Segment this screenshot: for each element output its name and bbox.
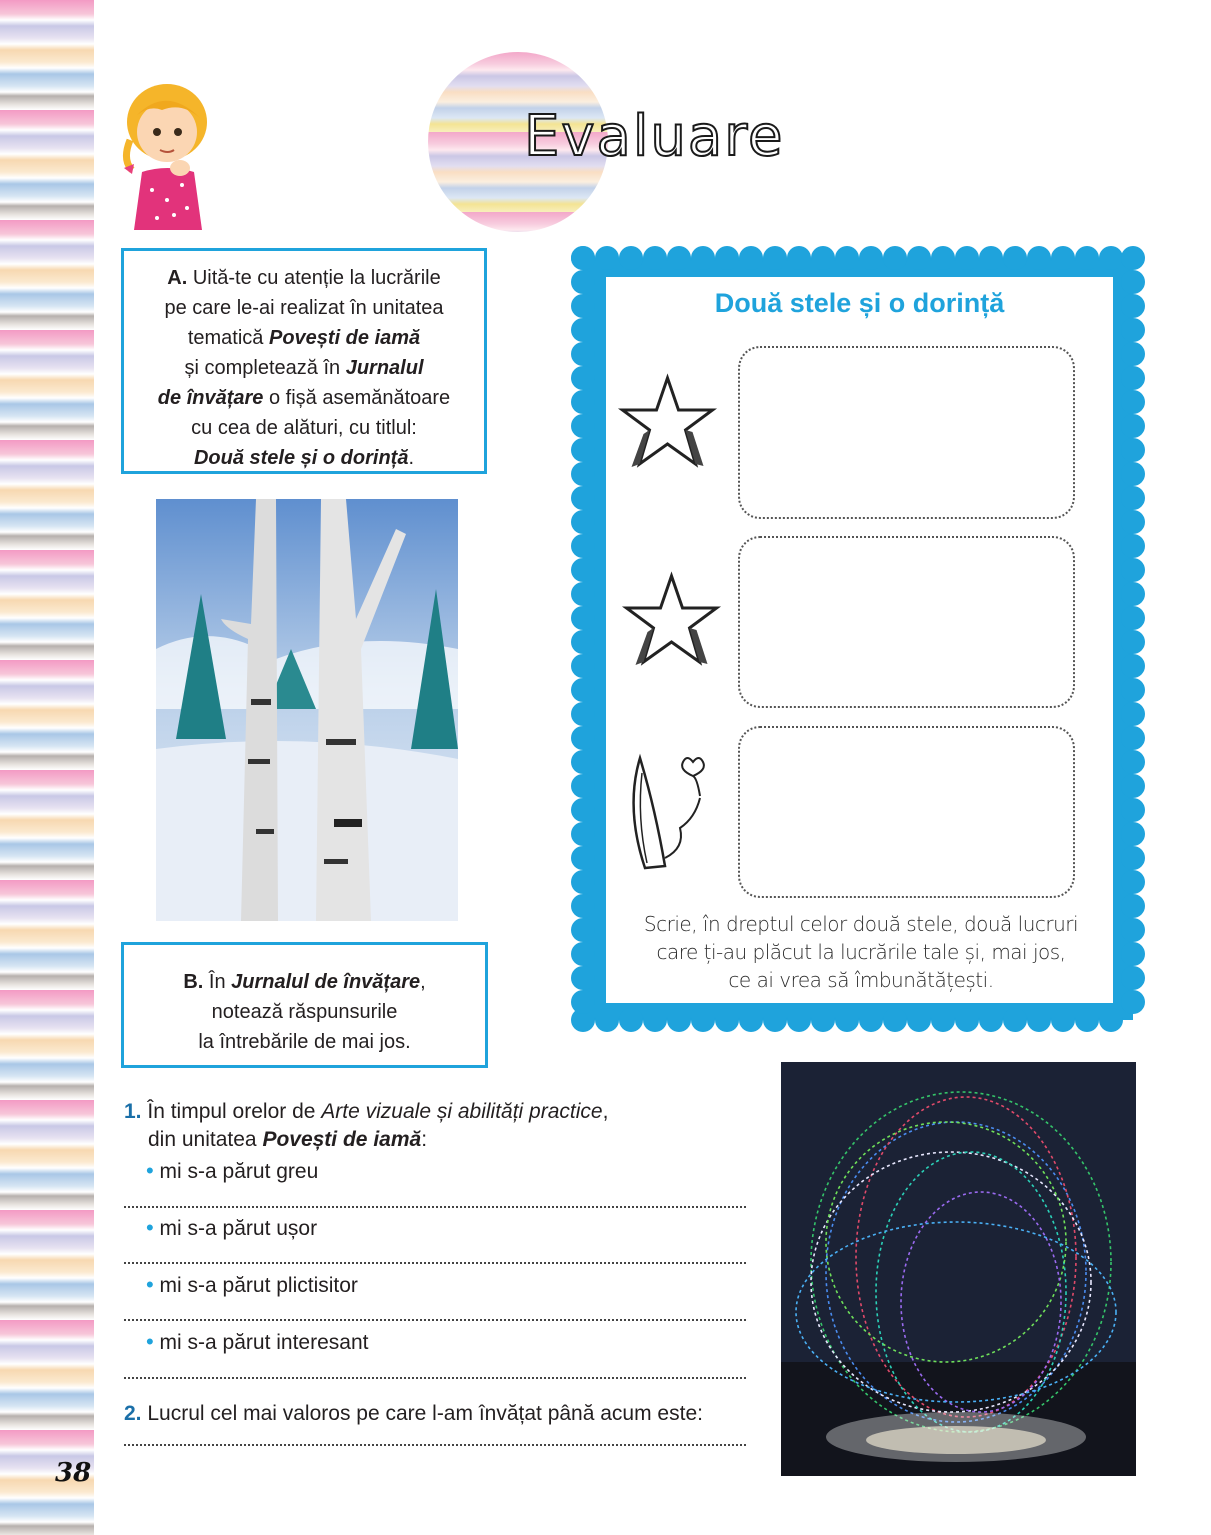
task-b-line: , <box>420 971 426 993</box>
task-a-line: . <box>408 447 415 469</box>
stamp-instructions <box>618 910 1104 994</box>
instruction-line: care ți-au plăcut la lucrările tale și, mai jos, <box>656 940 1066 964</box>
light-painting-photo <box>781 1062 1136 1476</box>
list-item <box>146 1214 317 1243</box>
task-a-line: cu cea de alături, cu titlul: <box>191 417 417 439</box>
decorative-stripes <box>0 0 94 1535</box>
question-number: 2. <box>124 1402 142 1425</box>
task-a-label: A. <box>167 267 188 289</box>
task-a-line: tematică <box>187 327 269 349</box>
bullet-icon: • <box>146 1215 154 1240</box>
instruction-line: Scrie, în dreptul celor două stele, două lucruri <box>643 912 1079 936</box>
star-icon <box>619 570 724 670</box>
answer-box-star-1[interactable] <box>738 346 1075 519</box>
task-a-box <box>121 248 487 474</box>
wish-leaf-icon <box>625 748 715 873</box>
birch-trees-painting <box>156 499 458 921</box>
question-text: din unitatea <box>148 1128 263 1151</box>
question-text: În timpul orelor de <box>147 1100 322 1123</box>
list-item-label: mi s-a părut interesant <box>159 1331 369 1354</box>
journal-title: Jurnalul <box>345 357 424 379</box>
girl-illustration <box>112 80 217 230</box>
task-a-line: Uită-te cu atenție la lucrările <box>192 267 441 289</box>
bullet-icon: • <box>146 1158 154 1183</box>
task-a-line: și completează în <box>184 357 346 379</box>
bullet-icon: • <box>146 1329 154 1354</box>
bullet-icon: • <box>146 1272 154 1297</box>
instruction-line: ce ai vrea să îmbunătățești. <box>728 968 994 992</box>
subject-name: Arte vizuale și abilități practice <box>321 1100 603 1123</box>
page-title: Evaluare <box>524 104 785 169</box>
question-text: , <box>602 1100 609 1123</box>
question-number: 1. <box>124 1100 142 1123</box>
task-b-line: notează răspunsurile <box>211 1001 398 1023</box>
list-item-label: mi s-a părut plictisitor <box>159 1274 358 1297</box>
question-1 <box>124 1098 608 1154</box>
star-icon <box>615 372 720 472</box>
task-a-line: o fișă asemănătoare <box>263 387 451 409</box>
answer-line[interactable] <box>124 1319 746 1321</box>
page-number: 38 <box>55 1458 92 1488</box>
question-2 <box>124 1400 703 1428</box>
answer-box-wish[interactable] <box>738 726 1075 898</box>
unit-title: Povești de iamă <box>262 1128 422 1151</box>
list-item <box>146 1271 358 1300</box>
task-b-box <box>121 942 488 1068</box>
answer-line[interactable] <box>124 1206 746 1208</box>
journal-title: Jurnalul de învățare <box>231 971 421 993</box>
question-text: : <box>421 1128 428 1151</box>
answer-line[interactable] <box>124 1262 746 1264</box>
list-item <box>146 1328 368 1357</box>
unit-title: Povești de iamă <box>268 327 421 349</box>
journal-title: de învățare <box>157 387 264 409</box>
question-text: Lucrul cel mai valoros pe care l-am învățat până acum este: <box>147 1402 703 1425</box>
answer-box-star-2[interactable] <box>738 536 1075 708</box>
task-a-line: pe care le-ai realizat în unitatea <box>164 297 444 319</box>
task-b-label: B. <box>183 971 204 993</box>
stamp-title: Două stele și o dorință <box>714 288 1005 318</box>
answer-line[interactable] <box>124 1444 746 1446</box>
list-item <box>146 1157 318 1186</box>
task-b-line: la întrebările de mai jos. <box>198 1031 411 1053</box>
task-b-line: În <box>208 971 232 993</box>
list-item-label: mi s-a părut ușor <box>159 1217 318 1240</box>
list-item-label: mi s-a părut greu <box>159 1160 319 1183</box>
answer-line[interactable] <box>124 1377 746 1379</box>
sheet-title: Două stele și o dorință <box>193 447 409 469</box>
